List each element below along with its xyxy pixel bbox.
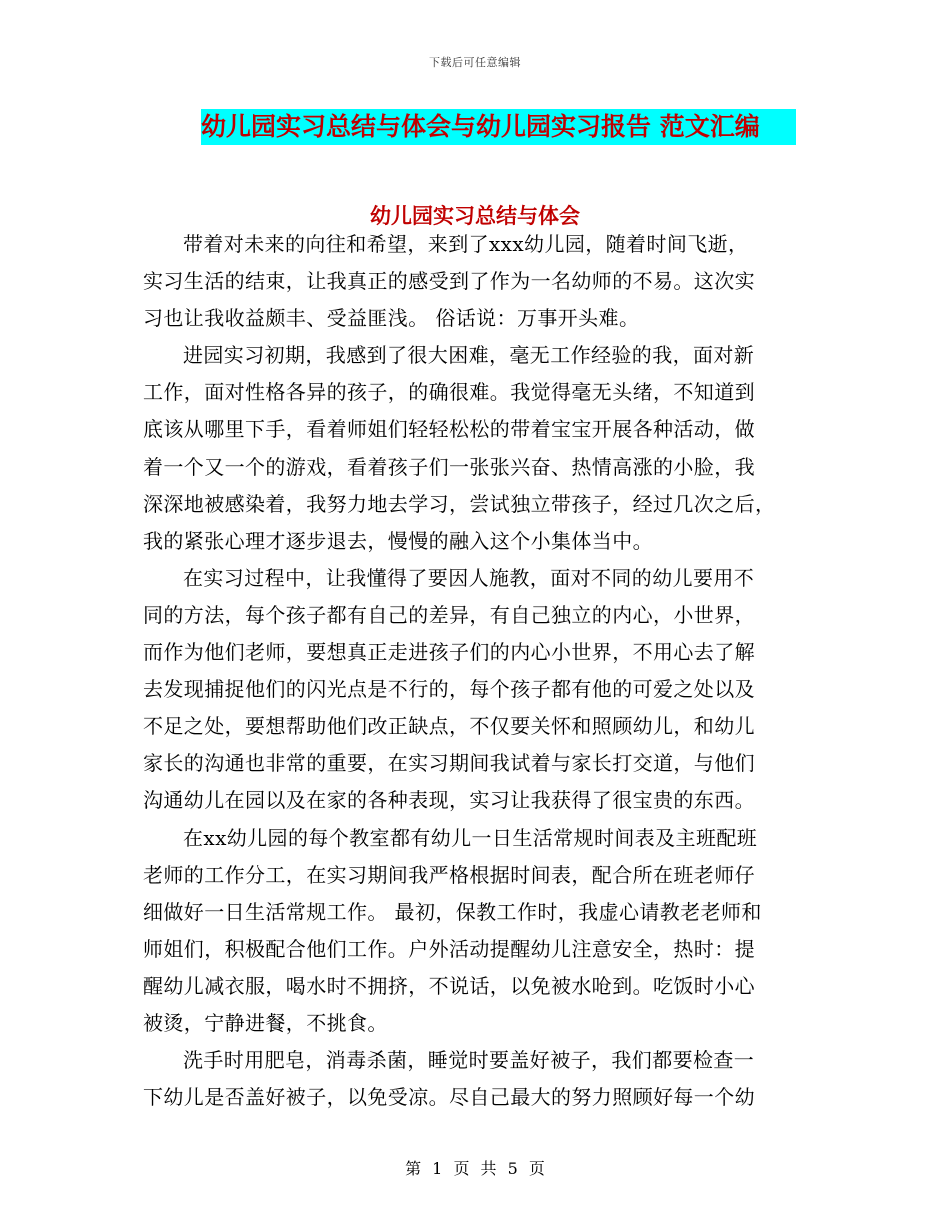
paragraph: 进园实习初期，我感到了很大困难，毫无工作经验的我，面对新 工作，面对性格各异的孩子，的确很难。我觉得毫无头绪，不知道到 底该从哪里下手，看着师姐们轻轻松松的带着宝宝开展各种活动，做 着一个又一个的游戏，看着孩子们一张张兴奋、热情高涨的小脸，我 深深地被感染着，我努力地去学习，尝试独立带孩子，经过几次之后， 我的紧张心理才逐步退去，慢慢的融入这个小集体当中。 <box>143 343 776 553</box>
paragraph: 带着对未来的向往和希望，来到了xxx幼儿园，随着时间飞逝， 实习生活的结束，让我真正的感受到了作为一名幼师的不易。这次实 习也让我收益颇丰、受益匪浅。 俗话说：万事开头难。 <box>143 232 755 331</box>
document-body <box>143 226 805 1116</box>
page-header-note: 下载后可任意编辑 <box>429 56 521 69</box>
paragraph: 在实习过程中，让我懂得了要因人施教，面对不同的幼儿要用不 同的方法，每个孩子都有自己的差异，有自己独立的内心，小世界， 而作为他们老师，要想真正走进孩子们的内心小世界，不用心去了解 去发现捕捉他们的闪光点是不行的，每个孩子都有他的可爱之处以及 不足之处，要想帮助他们改正缺点，不仅要关怀和照顾幼儿，和幼儿 家长的沟通也非常的重要，在实习期间我试着与家长打交道，与他们 沟通幼儿在园以及在家的各种表现，实习让我获得了很宝贵的东西。 <box>143 565 755 813</box>
page-number-footer: 第 1 页 共 5 页 <box>405 1159 545 1178</box>
paragraph: 洗手时用肥皂，消毒杀菌，睡觉时要盖好被子，我们都要检查一 下幼儿是否盖好被子，以免受凉。尽自己最大的努力照顾好每一个幼 <box>143 1048 755 1110</box>
section-title: 幼儿园实习总结与体会 <box>370 204 580 228</box>
document-title: 幼儿园实习总结与体会与幼儿园实习报告 范文汇编 <box>201 109 796 145</box>
document-title-container <box>201 109 796 145</box>
paragraph: 在xx幼儿园的每个教室都有幼儿一日生活常规时间表及主班配班 老师的工作分工，在实习期间我严格根据时间表，配合所在班老师仔 细做好一日生活常规工作。 最初，保教工作时，我虚心请教老老师和 师姐们，积极配合他们工作。户外活动提醒幼儿注意安全，热时：提 醒幼儿减衣服，喝水时不拥挤，不说话，以免被水呛到。吃饭时小心 被烫，宁静进餐，不挑食。 <box>143 825 762 1035</box>
